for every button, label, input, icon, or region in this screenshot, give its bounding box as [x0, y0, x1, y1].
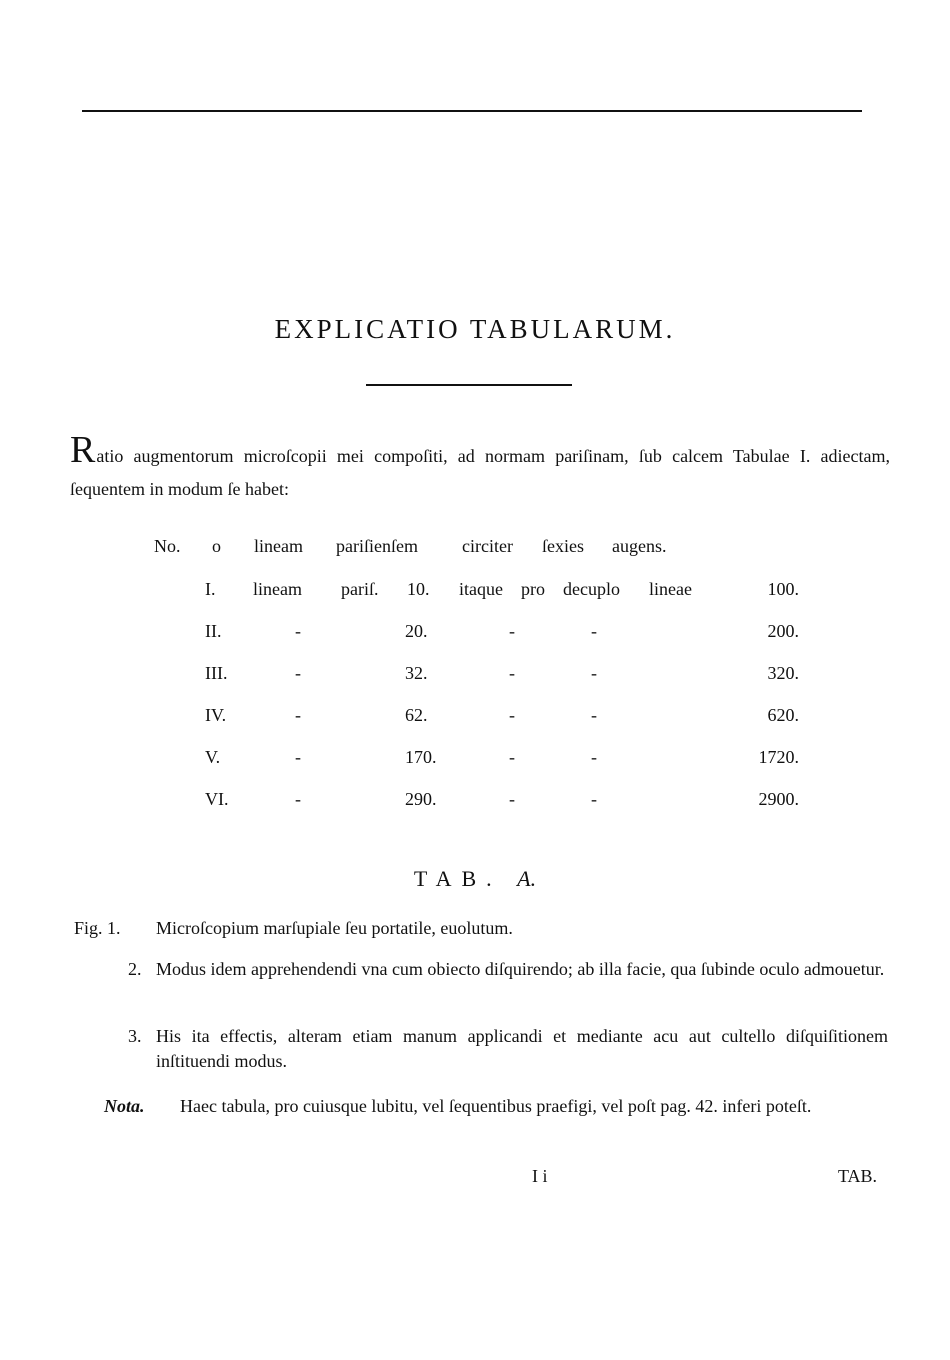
figure-entry: [128, 1024, 890, 1076]
ditto-mark: -: [295, 704, 301, 725]
ditto-mark: -: [509, 704, 515, 725]
no-text-word: lineam: [254, 536, 303, 556]
row-cell: lineam: [253, 578, 302, 599]
ditto-mark: -: [295, 620, 301, 641]
title-rule: [366, 384, 572, 386]
ditto-mark: -: [295, 662, 301, 683]
figure-text: His ita effectis, alteram etiam manum applicandi et mediante acu aut cultello diſquiſitionem inſtituendi modus.: [156, 1026, 888, 1071]
row-value: 10.: [407, 578, 430, 599]
ditto-mark: -: [591, 704, 597, 725]
row-cell: lineae: [649, 578, 692, 599]
figure-text: Microſcopium marſupiale ſeu portatile, euolutum.: [156, 918, 513, 938]
nota-entry: [104, 1094, 890, 1146]
plate-heading: [0, 866, 950, 892]
row-cell: pro: [521, 578, 545, 599]
ditto-mark: -: [591, 746, 597, 767]
plate-heading-text: TAB.: [413, 866, 502, 891]
ditto-mark: -: [509, 620, 515, 641]
figure-number: Fig. 1.: [74, 918, 121, 938]
row-cell: itaque: [459, 578, 503, 599]
no-zero-line: [154, 536, 666, 557]
row-value: 290.: [405, 788, 437, 809]
row-numeral: VI.: [205, 788, 229, 809]
row-result: 1720.: [758, 746, 799, 767]
table-row: [205, 778, 799, 820]
nota-text: Haec tabula, pro cuiusque lubitu, vel ſequentibus praefigi, vel poſt pag. 42. inferi poteſt.: [180, 1096, 812, 1116]
figure-entry: [128, 957, 890, 1009]
row-numeral: III.: [205, 662, 228, 683]
row-value: 62.: [405, 704, 428, 725]
row-result: 200.: [767, 620, 799, 641]
row-result: 100.: [767, 578, 799, 599]
row-value: 20.: [405, 620, 428, 641]
page-title: EXPLICATIO TABULARUM.: [274, 314, 676, 344]
top-rule: [82, 110, 862, 112]
figure-number: 3.: [128, 1026, 142, 1046]
row-cell: pariſ.: [341, 578, 379, 599]
ditto-mark: -: [509, 788, 515, 809]
no-label: No.: [154, 536, 181, 556]
ditto-mark: -: [295, 746, 301, 767]
ditto-mark: -: [591, 662, 597, 683]
ditto-mark: -: [509, 746, 515, 767]
row-value: 32.: [405, 662, 428, 683]
catchword: TAB.: [838, 1166, 878, 1186]
intro-text: atio augmentorum microſcopii mei compoſiti, ad normam pariſinam, ſub calcem Tabulae I. adiectam, ſequentem in modum ſe habet:: [70, 446, 890, 499]
plate-heading-letter: A.: [517, 866, 537, 891]
figure-number: 2.: [128, 959, 142, 979]
table-row: [205, 652, 799, 694]
row-cell: decuplo: [563, 578, 620, 599]
intro-paragraph: [70, 429, 890, 506]
ditto-mark: -: [591, 788, 597, 809]
no-text-word: circiter: [462, 536, 513, 556]
no-value: o: [212, 536, 221, 556]
row-numeral: I.: [205, 578, 216, 599]
no-text-word: ſexies: [542, 536, 584, 556]
row-numeral: IV.: [205, 704, 227, 725]
nota-label: Nota.: [104, 1096, 145, 1116]
row-result: 2900.: [758, 788, 799, 809]
row-result: 620.: [767, 704, 799, 725]
figure-entry: [74, 916, 890, 942]
signature-mark: I i: [532, 1166, 548, 1186]
row-numeral: V.: [205, 746, 221, 767]
row-result: 320.: [767, 662, 799, 683]
figure-text: Modus idem apprehendendi vna cum obiecto diſquirendo; ab illa facie, qua ſubinde oculo admouetur.: [156, 959, 885, 979]
table-row: [205, 694, 799, 736]
no-text-word: augens.: [612, 536, 667, 556]
ditto-mark: -: [295, 788, 301, 809]
ditto-mark: -: [509, 662, 515, 683]
drop-cap: R: [70, 429, 96, 471]
table-row: [205, 736, 799, 778]
table-row: [205, 568, 799, 610]
row-numeral: II.: [205, 620, 222, 641]
ditto-mark: -: [591, 620, 597, 641]
no-text-word: pariſienſem: [336, 536, 418, 556]
table-row: [205, 610, 799, 652]
row-value: 170.: [405, 746, 437, 767]
magnification-table: [205, 568, 799, 820]
